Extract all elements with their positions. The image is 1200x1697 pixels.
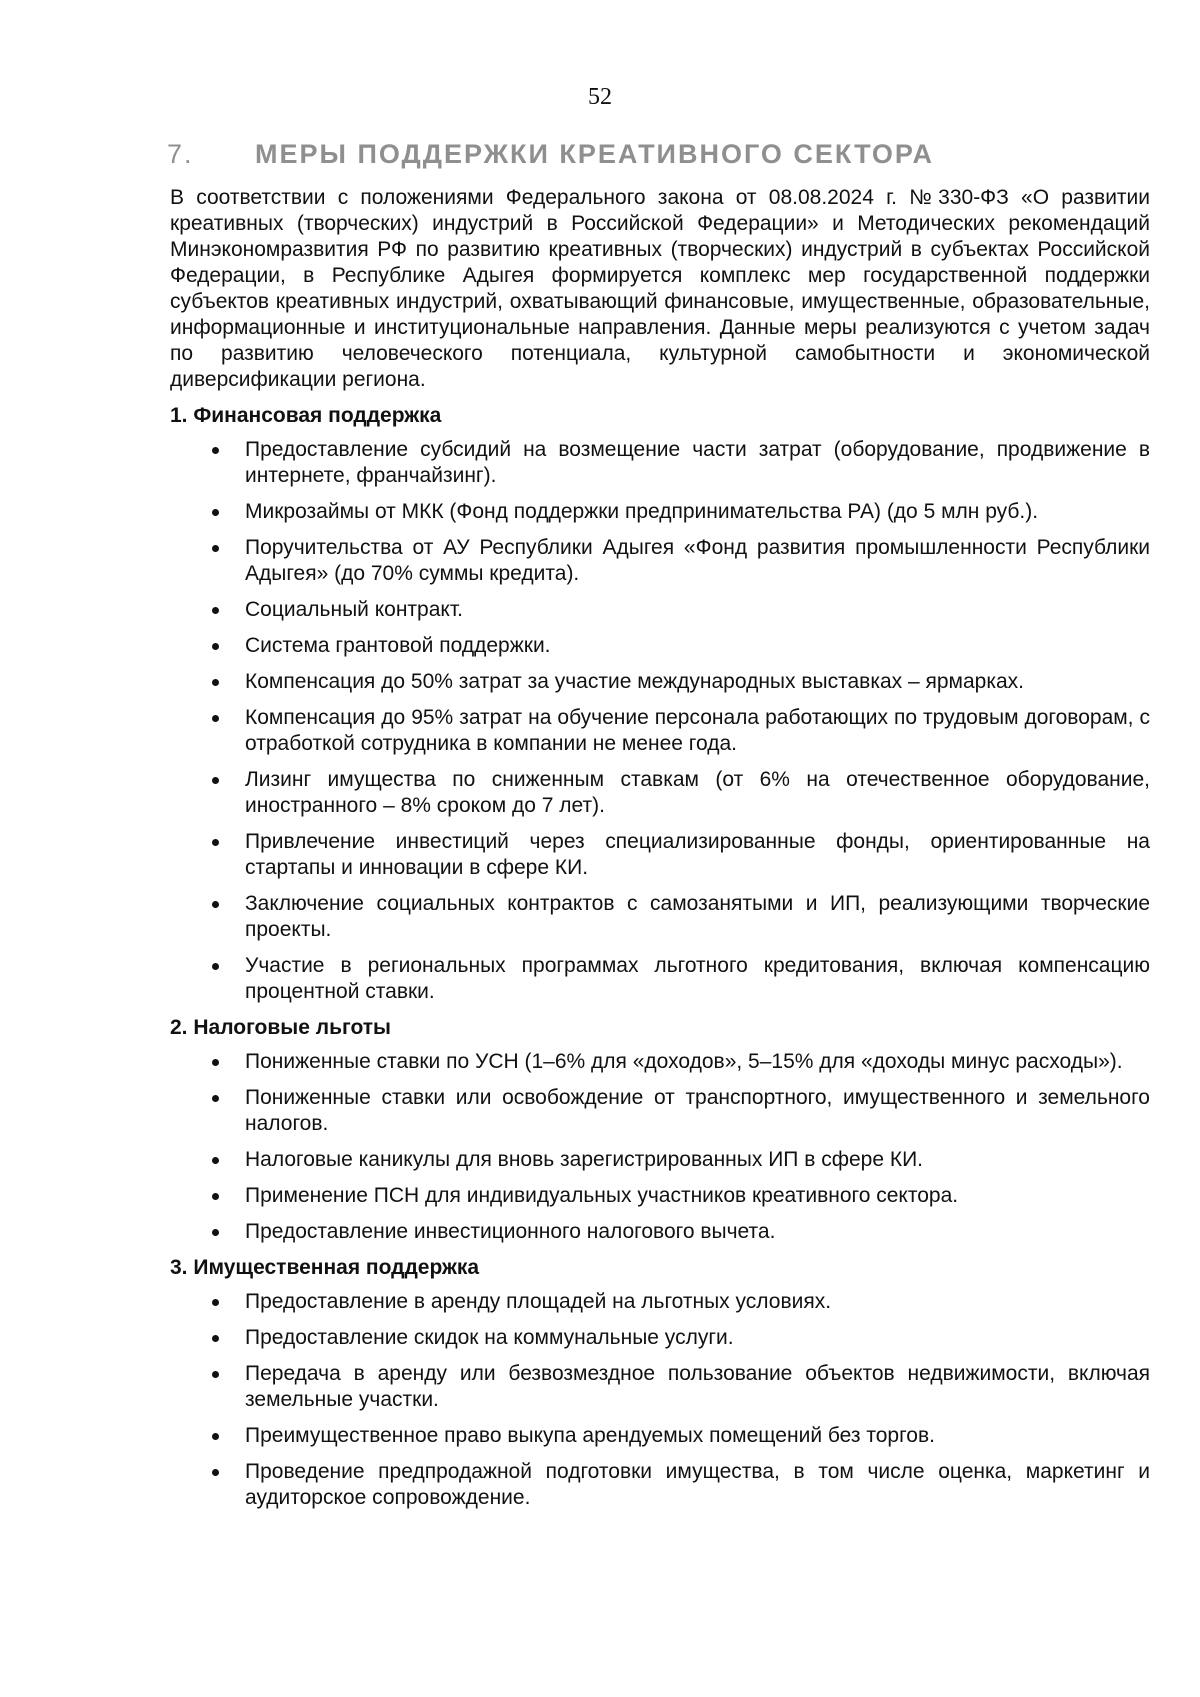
bullet-icon (212, 545, 219, 552)
list-item (170, 597, 1150, 623)
support-groups (170, 403, 1150, 1511)
list-item-text: Привлечение инвестиций через специализированные фонды, ориентированные на стартапы и инновации в сфере КИ. (245, 830, 1150, 879)
list-item (170, 705, 1150, 757)
bullet-icon (212, 509, 219, 516)
list-item-text: Предоставление скидок на коммунальные услуги. (245, 1326, 734, 1349)
bullet-icon (212, 901, 219, 908)
list-item (170, 1289, 1150, 1315)
list-item-text: Передача в аренду или безвозмездное пользование объектов недвижимости, включая земельные участки. (245, 1362, 1150, 1411)
list-item (170, 767, 1150, 819)
list-item-text: Предоставление инвестиционного налогового вычета. (245, 1220, 776, 1243)
group-heading: 3. Имущественная поддержка (170, 1256, 480, 1279)
list-item-text: Предоставление субсидий на возмещение части затрат (оборудование, продвижение в интернете, франчайзинг). (245, 438, 1150, 487)
list-item (170, 437, 1150, 489)
list-item-text: Предоставление в аренду площадей на льготных условиях. (245, 1290, 832, 1313)
bullet-icon (212, 607, 219, 614)
list-item-text: Компенсация до 95% затрат на обучение персонала работающих по трудовым договорам, с отработкой сотрудника в компании не менее года. (245, 706, 1150, 755)
bullet-icon (212, 447, 219, 454)
bullet-icon (212, 1433, 219, 1440)
list-item-text: Преимущественное право выкупа арендуемых помещений без торгов. (245, 1424, 935, 1447)
list-item (170, 1147, 1150, 1173)
bullet-icon (212, 777, 219, 784)
list-item (170, 669, 1150, 695)
list-item-text: Пониженные ставки по УСН (1–6% для «доходов», 5–15% для «доходы минус расходы»). (245, 1050, 1123, 1073)
bullet-icon (212, 1469, 219, 1476)
page-number: 52 (588, 84, 612, 110)
group-heading: 1. Финансовая поддержка (170, 404, 442, 427)
bullet-icon (212, 679, 219, 686)
section-title (167, 139, 1067, 170)
bullet-list (170, 1049, 1150, 1245)
bullet-icon (212, 1157, 219, 1164)
support-group (170, 1255, 1150, 1511)
list-item-text: Применение ПСН для индивидуальных участников креативного сектора. (245, 1184, 959, 1207)
list-item-text: Участие в региональных программах льготного кредитования, включая компенсацию процентной ставки. (245, 954, 1150, 1003)
bullet-icon (212, 1299, 219, 1306)
list-item (170, 1049, 1150, 1075)
intro-paragraph: В соответствии с положениями Федерального закона от 08.08.2024 г. №330-ФЗ «О развитии креативных (творческих) индустрий в Российской Федерации» и Методических рекомендаций Минэкономразвития РФ по развитию креативных (творческих) индустрий в субъектах Российской Федерации, в Республике Адыгея формируется комплекс мер государственной поддержки субъектов креативных индустрий, охватывающий финансовые, имущественные, образовательные, информационные и институциональные направления. Данные меры реализуются с учетом задач по развитию человеческого потенциала, культурной самобытности и экономической диверсификации региона. (170, 186, 1150, 391)
section-number: 7. (167, 139, 194, 169)
bullet-icon (212, 839, 219, 846)
bullet-icon (212, 963, 219, 970)
list-item-text: Компенсация до 50% затрат за участие международных выставках – ярмарках. (245, 670, 1024, 693)
list-item-text: Пониженные ставки или освобождение от транспортного, имущественного и земельного налогов. (245, 1086, 1150, 1135)
list-item-text: Налоговые каникулы для вновь зарегистрированных ИП в сфере КИ. (245, 1148, 924, 1171)
list-item (170, 829, 1150, 881)
list-item (170, 953, 1150, 1005)
list-item (170, 891, 1150, 943)
list-item (170, 499, 1150, 525)
list-item-text: Социальный контракт. (245, 598, 463, 621)
list-item (170, 1085, 1150, 1137)
list-item-text: Заключение социальных контрактов с самозанятыми и ИП, реализующими творческие проекты. (245, 892, 1150, 941)
bullet-icon (212, 1335, 219, 1342)
document-body (170, 185, 1150, 1521)
list-item (170, 1183, 1150, 1209)
list-item (170, 1325, 1150, 1351)
bullet-icon (212, 1059, 219, 1066)
bullet-icon (212, 1229, 219, 1236)
bullet-icon (212, 1095, 219, 1102)
list-item (170, 535, 1150, 587)
list-item (170, 633, 1150, 659)
bullet-icon (212, 1193, 219, 1200)
list-item-text: Поручительства от АУ Республики Адыгея «Фонд развития промышленности Республики Адыгея» (до 70% суммы кредита). (245, 536, 1150, 585)
section-title-text: МЕРЫ ПОДДЕРЖКИ КРЕАТИВНОГО СЕКТОРА (255, 139, 935, 169)
list-item (170, 1423, 1150, 1449)
bullet-list (170, 437, 1150, 1005)
list-item-text: Лизинг имущества по сниженным ставкам (от 6% на отечественное оборудование, иностранного – 8% сроком до 7 лет). (245, 768, 1150, 817)
list-item-text: Микрозаймы от МКК (Фонд поддержки предпринимательства РА) (до 5 млн руб.). (245, 500, 1039, 523)
bullet-icon (212, 1371, 219, 1378)
group-heading: 2. Налоговые льготы (170, 1016, 391, 1039)
list-item-text: Проведение предпродажной подготовки имущества, в том числе оценка, маркетинг и аудиторское сопровождение. (245, 1460, 1150, 1509)
support-group (170, 403, 1150, 1005)
bullet-icon (212, 715, 219, 722)
support-group (170, 1015, 1150, 1245)
list-item (170, 1361, 1150, 1413)
list-item (170, 1459, 1150, 1511)
bullet-icon (212, 643, 219, 650)
list-item-text: Система грантовой поддержки. (245, 634, 551, 657)
list-item (170, 1219, 1150, 1245)
bullet-list (170, 1289, 1150, 1511)
